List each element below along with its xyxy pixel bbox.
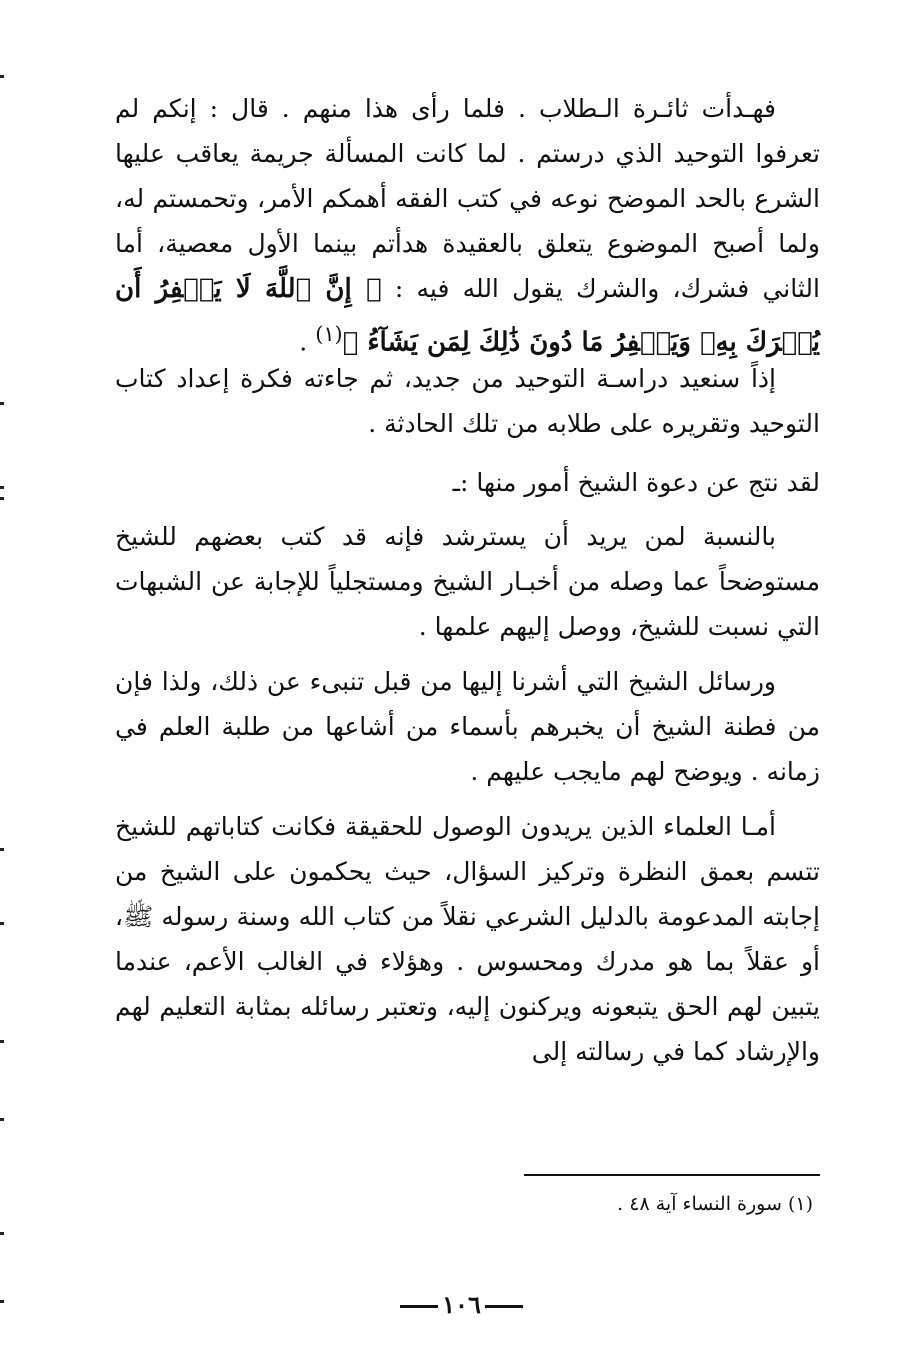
- paragraph-2: إذاً سنعيد دراسـة التوحيد من جديد، ثم جاءته فكرة إعداد كتاب التوحيد وتقريره على طلابه من تلك الحادثة .: [115, 364, 820, 438]
- footnote-divider: [524, 1174, 820, 1176]
- paragraph-4: بالنسبة لمن يريد أن يسترشد فإنه قد كتب بعضهم للشيخ مستوضحاً عما وصله من أخبـار الشيخ ومستجلياً للإجابة عن الشبهات التي نسبت للشيخ، ووصل إليهم علمها .: [115, 522, 820, 641]
- footnote: (١) سورة النساء آية ٤٨ .: [617, 1193, 813, 1215]
- paragraph-6: أمـا العلماء الذين يريدون الوصول للحقيقة فكانت كتاباتهم للشيخ تتسم بعمق النظرة وتركيز السؤال، حيث يحكمون على الشيخ من إجابته المدعومة بالدليل الشرعي نقلاً من كتاب الله وسنة رسوله ﷺ، أو عقلاً بما هو مدرك ومحسوس . وهؤلاء في الغالب الأعم، عندما يتبين لهم الحق يتبعونه ويركنون إليه، وتعتبر رسائله بمثابة التعليم لهم والإرشاد كما في رسالته إلى: [115, 812, 820, 1066]
- scan-edge-mark: [0, 1232, 4, 1235]
- paragraph-3: لقد نتج عن دعوة الشيخ أمور منها :ـ: [452, 468, 820, 497]
- paragraph-5: ورسائل الشيخ التي أشرنا إليها من قبل تنبىء عن ذلك، ولذا فإن من فطنة الشيخ أن يخبرهم بأسماء من أشاعها من طلبة العلم في زمانه . ويوضح لهم مايجب عليهم .: [115, 667, 820, 786]
- quran-verse: ﴿ إِنَّ ٱللَّهَ لَا يَغۡفِرُ أَن يُشۡرَكَ بِهِۦ وَيَغۡفِرُ مَا دُونَ ذَٰلِكَ لِمَن يَشَآءُ ﴾: [115, 274, 820, 358]
- scan-edge-mark: [0, 1040, 4, 1043]
- scan-edge-mark: [0, 402, 4, 405]
- scan-edge-mark: [0, 1118, 4, 1121]
- page-number: [0, 1290, 923, 1319]
- paragraph-1: [115, 86, 820, 365]
- scan-edge-mark: [0, 1300, 4, 1303]
- page-number-value: ١٠٦: [442, 1290, 481, 1319]
- page-number-dash-left: [400, 1305, 438, 1308]
- scan-edge-mark: [0, 75, 4, 78]
- footnote-reference: (١): [315, 322, 343, 346]
- scan-edge-mark: [0, 497, 4, 500]
- page-number-dash-right: [485, 1305, 523, 1308]
- scan-edge-mark: [0, 848, 4, 851]
- scan-edge-mark: [0, 486, 4, 489]
- paragraph-1-end: .: [299, 327, 316, 357]
- paragraph-1-text: فهـدأت ثائـرة الـطلاب . فلما رأى هذا منهم . قال : إنكم لم تعرفوا التوحيد الذي درستم . لما كانت المسألة جريمة يعاقب عليها الشرع بالحد الموضح نوعه في كتب الفقه أهمكم الأمر، وتحمستم له، ولما أصبح الموضوع يتعلق بالعقيدة هدأتم بينما الأول معصية، أما الثاني فشرك، والشرك يقول الله فيه :: [115, 94, 820, 303]
- scan-edge-mark: [0, 922, 4, 925]
